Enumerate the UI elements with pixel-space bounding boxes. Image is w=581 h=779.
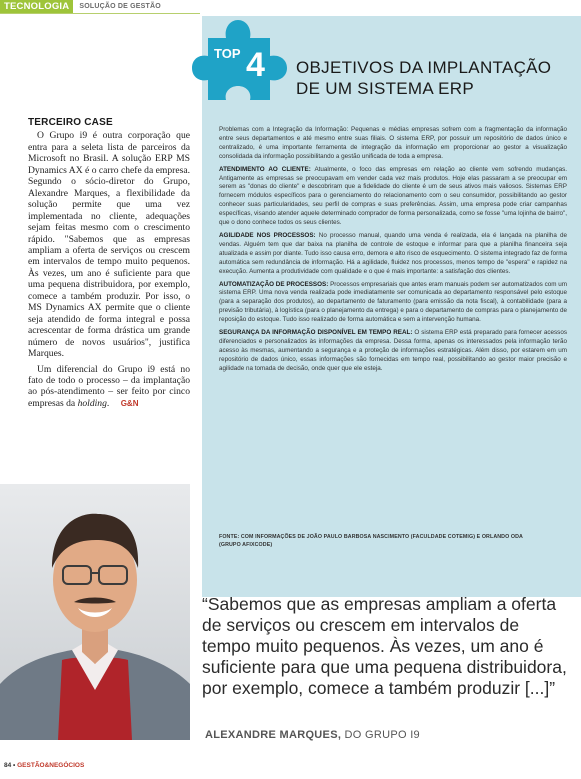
paragraph-end: . — [106, 397, 110, 409]
item-text: Atualmente, o foco das empresas em relação ao cliente vem sofrendo mudanças. Antigamente as empresas se preocupavam em vender cada vez mais produtos. Hoje elas passaram a se preocupar em serem as "donas do cliente" e descobriram que a fidelidade do cliente é um de seus ativos mais valiosos. Sistemas ERP fornecem módulos específicos para o gerenciamento do relacionamento com o seu consumidor, possibilitando ao gestor conhecer suas particularidades, seu perfil de compras e suas preferências. Assim, uma empresa pode criar campanhas específicas, visando atender aquele determinado comprador de forma personalizada, como se fosse "uma lojinha de bairro", que o dono conhece todos os seus clientes. — [219, 165, 567, 227]
case-heading: TERCEIRO CASE — [28, 117, 113, 128]
subsection-label: SOLUÇÃO DE GESTÃO — [79, 3, 161, 10]
paragraph-text: Um diferencial do Grupo i9 está no fato de todo o processo – da implantação ao pós-atendimento – ser feito por cinco empresas da — [28, 363, 190, 409]
sidebar-item — [219, 166, 567, 228]
page-number: 84 — [4, 762, 12, 769]
holding-word: holding — [77, 397, 107, 409]
header-rule — [0, 13, 200, 14]
item-text: No processo manual, quando uma venda é realizada, ela é lançada na planilha de vendas. Alguém tem que dar baixa na planilha de controle de estoque e informar para que a planilha financeira seja atualizada e assim por diante. Tudo isso causa erro, demora e alto risco de esquecimento. O sistema integrado faz de forma automática sem redundância de informação. Há a agilidade, fluidez nos processos, menos tempo de "espera" e rapidez na execução. Aumenta a produtividade com qualidade e o que é mais importante: a satisfação dos clientes. — [219, 231, 567, 275]
item-text: Processos empresariais que antes eram manuais podem ser automatizados com um sistema ERP. Uma nova venda realizada pode imediatamente ser comunicada ao departamento responsável pelo estoque (para a separação dos produtos), ao departamento de faturamento (para emissão da nota fiscal), à contabilidade (para a previsão tributária), à logística (para o planejamento da entrega) e para o departamento de compras para o planejamento de reposição do estoque. Tudo isso realizado de forma automática e sem a intervenção humana. — [219, 280, 567, 324]
article-paragraph — [28, 364, 190, 410]
author-org: DO GRUPO I9 — [341, 729, 420, 741]
section-label: TECNOLOGIA — [0, 0, 73, 13]
portrait-photo — [0, 484, 190, 740]
item-heading: AUTOMATIZAÇÃO DE PROCESSOS: — [219, 280, 329, 288]
sidebar-body — [219, 126, 567, 378]
sidebar-item — [219, 232, 567, 277]
item-text: O sistema ERP está preparado para fornecer acessos diferenciados e personalizados às informações da empresa. Dessa forma, apenas os interessados pela informação terão acesso às mesmas, aumentando a segurança e a proteção de informações estratégicas. Além disso, por estarem em um repositório de dados único, essas informações são fornecidas em tempo real, possibilitando ao gestor maior precisão e agilidade na tomada de decisão, onde quer que ele esteja. — [219, 329, 567, 372]
top4-puzzle-badge — [190, 10, 290, 105]
title-line-1: OBJETIVOS DA IMPLANTAÇÃO — [296, 58, 552, 77]
quote-author — [205, 729, 420, 741]
sidebar-item — [219, 281, 567, 326]
end-mark-logo: G&N — [120, 398, 139, 408]
article-column — [28, 117, 190, 413]
article-paragraph: O Grupo i9 é outra corporação que entra para a seleta lista de parceiros da Microsoft no Brasil. A solução ERP MS Dynamics AX é o carro chefe da empresa. Segundo o sócio-diretor do Grupo, Alexandre Marques, a flexibilidade da solução permite que uma vez implementada no cliente, adequações sejam feitas mesmo com o crescimento rápido. "Sabemos que as empresas ampliam a oferta de serviços ou crescem em intervalos de tempo muito pequenos. Às vezes, um ano é suficiente para que uma pequena distribuidora, por exemplo, comece a também produzir. Por isso, o MS Dynamics AX permite que o cliente seja atendido de forma integral e possa acrescentar de forma drástica um grande número de novos usuários", justifica Marques. — [28, 130, 190, 360]
item-heading: SEGURANÇA DA INFORMAÇÃO DISPONÍVEL EM TEMPO REAL: — [219, 329, 413, 337]
title-line-2: DE UM SISTEMA ERP — [296, 79, 474, 98]
source-credit: FONTE: COM INFORMAÇÕES DE JOÃO PAULO BARBOSA NASCIMENTO (FACULDADE COTEMIG) E ORLANDO ODA (GRUPO AFIXCODE) — [219, 534, 523, 548]
badge-top-text: TOP — [214, 46, 241, 61]
sidebar-intro: Problemas com a Integração da Informação: Pequenas e médias empresas sofrem com a fragmentação da informação entre seus departamentos e até mesmo entre suas filiais. O sistema ERP, por possuir um repositório de dados único e centralizado, é uma importante ferramenta de integração da informação em proporcionar ao gestor a visualização consolidada da informação possibilitando a gestão unificada de toda a empresa. — [219, 126, 567, 160]
section-header — [0, 0, 200, 13]
item-heading: AGILIDADE NOS PROCESSOS: — [219, 231, 316, 239]
portrait-illustration — [0, 484, 190, 740]
sidebar-title — [296, 57, 566, 99]
pull-quote: “Sabemos que as empresas ampliam a oferta de serviços ou crescem em intervalos de tempo muito pequenos. Às vezes, um ano é suficiente para que uma pequena distribuidora, por exemplo, comece a também produzir [...]” — [202, 594, 567, 698]
author-name: ALEXANDRE MARQUES, — [205, 729, 342, 741]
page-footer: 84 • GESTÃO&NEGÓCIOS — [4, 762, 85, 769]
magazine-brand: GESTÃO&NEGÓCIOS — [17, 762, 85, 769]
badge-number-text: 4 — [246, 46, 265, 84]
sidebar-item — [219, 329, 567, 374]
item-heading: ATENDIMENTO AO CLIENTE: — [219, 165, 311, 173]
